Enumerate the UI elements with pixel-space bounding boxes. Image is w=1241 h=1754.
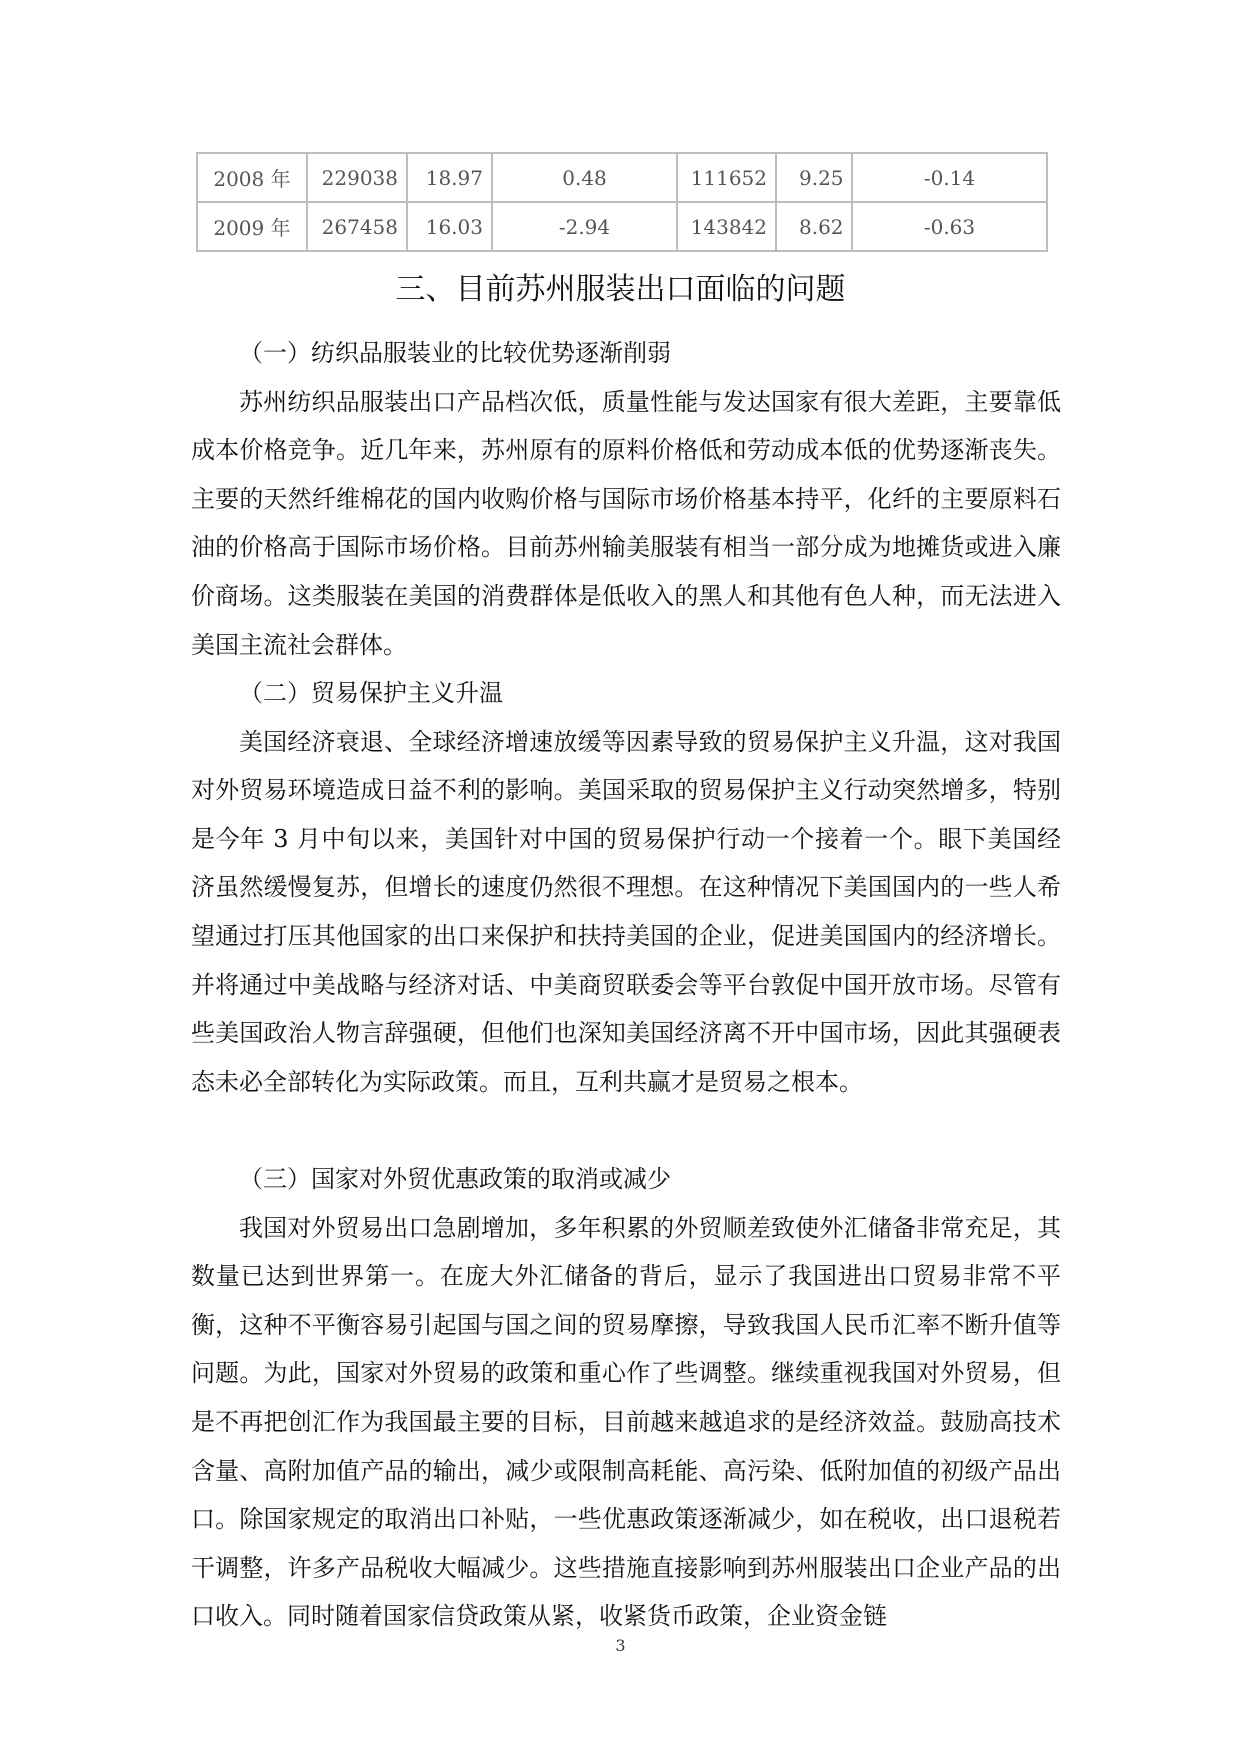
table-cell: 9.25	[776, 153, 852, 202]
table-cell: 18.97	[407, 153, 492, 202]
table-cell: 267458	[307, 202, 407, 251]
sub-heading: （三）国家对外贸优惠政策的取消或减少	[239, 1165, 671, 1193]
export-data-table	[196, 152, 1048, 252]
page-number: 3	[615, 1636, 626, 1655]
table-cell-year: 2009 年	[197, 202, 307, 251]
table-cell: 16.03	[407, 202, 492, 251]
paragraph: 我国对外贸易出口急剧增加，多年积累的外贸顺差致使外汇储备非常充足，其数量已达到世界第一。在庞大外汇储备的背后，显示了我国进出口贸易非常不平衡，这种不平衡容易引起国与国之间的贸易摩擦，导致我国人民币汇率不断升值等问题。为此，国家对外贸易的政策和重心作了些调整。继续重视我国对外贸易，但是不再把创汇作为我国最主要的目标，目前越来越追求的是经济效益。鼓励高技术含量、高附加值产品的输出，减少或限制高耗能、高污染、低附加值的初级产品出口。除国家规定的取消出口补贴，一些优惠政策逐渐减少，如在税收，出口退税若干调整，许多产品税收大幅减少。这些措施直接影响到苏州服装出口企业产品的出口收入。同时随着国家信贷政策从紧，收紧货币政策，企业资金链	[191, 1213, 1061, 1631]
sub-heading: （二）贸易保护主义升温	[239, 679, 503, 707]
table-cell: 0.48	[492, 153, 677, 202]
section-2	[191, 669, 1061, 1106]
table-row	[197, 202, 1047, 251]
paragraph: 苏州纺织品服装出口产品档次低，质量性能与发达国家有很大差距，主要靠低成本价格竞争。近几年来，苏州原有的原料价格低和劳动成本低的优势逐渐丧失。主要的天然纤维棉花的国内收购价格与国际市场价格基本持平，化纤的主要原料石油的价格高于国际市场价格。目前苏州输美服装有相当一部分成为地摊货或进入廉价商场。这类服装在美国的消费群体是低收入的黑人和其他有色人种，而无法进入美国主流社会群体。	[191, 387, 1061, 659]
table-cell-year: 2008 年	[197, 153, 307, 202]
table-cell: 111652	[677, 153, 776, 202]
paragraph: 美国经济衰退、全球经济增速放缓等因素导致的贸易保护主义升温，这对我国对外贸易环境造成日益不利的影响。美国采取的贸易保护主义行动突然增多，特别是今年 3 月中旬以来，美国针对中国的贸易保护行动一个接着一个。眼下美国经济虽然缓慢复苏，但增长的速度仍然很不理想。在这种情况下美国国内的一些人希望通过打压其他国家的出口来保护和扶持美国的企业，促进美国国内的经济增长。并将通过中美战略与经济对话、中美商贸联委会等平台敦促中国开放市场。尽管有些美国政治人物言辞强硬，但他们也深知美国经济离不开中国市场，因此其强硬表态未必全部转化为实际政策。而且，互利共赢才是贸易之根本。	[191, 727, 1061, 1096]
section-1	[191, 329, 1061, 669]
table-cell: -0.63	[852, 202, 1047, 251]
table-row	[197, 153, 1047, 202]
sub-heading: （一）纺织品服装业的比较优势逐渐削弱	[239, 339, 671, 367]
table-cell: 229038	[307, 153, 407, 202]
table-cell: 8.62	[776, 202, 852, 251]
table-cell: -0.14	[852, 153, 1047, 202]
section-title: 三、目前苏州服装出口面临的问题	[395, 272, 846, 307]
table-cell: -2.94	[492, 202, 677, 251]
section-3	[191, 1155, 1061, 1641]
table-cell: 143842	[677, 202, 776, 251]
